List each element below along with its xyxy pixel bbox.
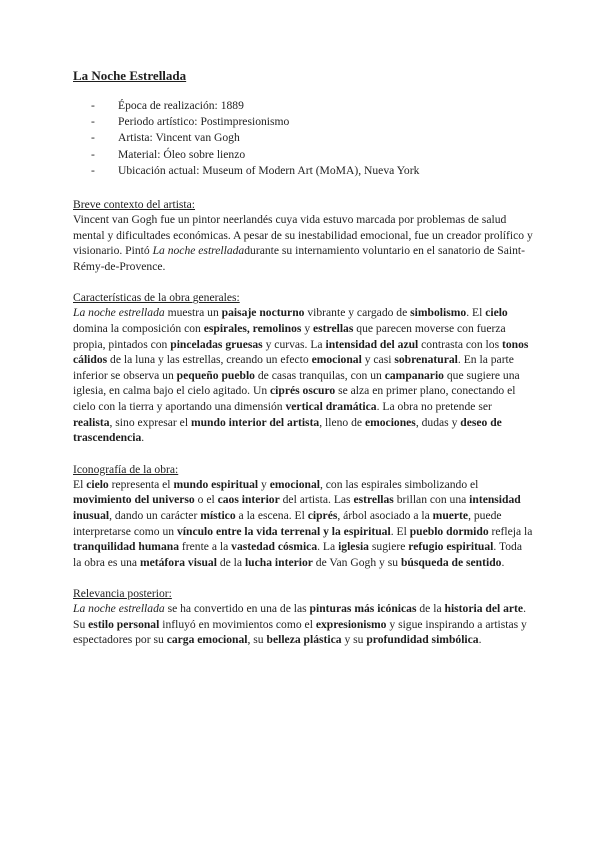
text-run: a la escena. El bbox=[235, 508, 308, 522]
text-run: . Toda la obra es una bbox=[73, 540, 522, 569]
text-run: . bbox=[501, 555, 505, 569]
text-run: . Su bbox=[73, 602, 526, 631]
text-run: . El bbox=[390, 524, 410, 538]
bold-text: ciprés oscuro bbox=[270, 384, 336, 398]
bold-text: vínculo entre la vida terrenal y la espiritual bbox=[176, 524, 391, 538]
list-dash: - bbox=[91, 115, 95, 129]
text-run: . El bbox=[466, 306, 486, 320]
text-run: se ha convertido en una de las bbox=[164, 602, 310, 616]
bold-text: cielo bbox=[86, 477, 109, 491]
text-run: , dudas y bbox=[415, 415, 461, 429]
bold-text: expresionismo bbox=[315, 617, 387, 631]
section-heading: Breve contexto del artista: bbox=[73, 198, 196, 212]
text-run: , sino expresar el bbox=[109, 415, 191, 429]
artwork-info-list bbox=[73, 98, 533, 179]
document-title: La Noche Estrellada bbox=[73, 68, 187, 83]
bold-text: refugio espiritual bbox=[408, 540, 494, 554]
bold-text: cielo bbox=[485, 306, 508, 320]
bold-text: intensidad del azul bbox=[325, 337, 419, 351]
bold-text: pueblo dormido bbox=[409, 524, 489, 538]
text-run: que sugiere una iglesia, en calma bajo el cielo agitado. Un bbox=[73, 368, 520, 398]
bold-text: emocional bbox=[311, 353, 362, 367]
info-item-ubicacion bbox=[73, 163, 533, 179]
section-heading: Iconografía de la obra: bbox=[73, 462, 179, 476]
text-run: , lleno de bbox=[319, 415, 365, 429]
bold-text: intensidad inusual bbox=[73, 493, 521, 522]
info-value: Postimpresionismo bbox=[200, 115, 290, 129]
text-run: del artista. Las bbox=[279, 493, 354, 507]
bold-text: espirales, remolinos bbox=[203, 321, 302, 335]
text-run: domina la composición con bbox=[73, 321, 204, 335]
section-relevancia bbox=[73, 586, 533, 648]
text-run: . En la parte inferior se observa un bbox=[73, 353, 514, 382]
bold-text: búsqueda de sentido bbox=[400, 555, 502, 569]
section-paragraph bbox=[73, 477, 533, 571]
text-run: de Van Gogh y su bbox=[312, 555, 401, 569]
bold-text: emociones bbox=[364, 415, 416, 429]
bold-text: tonos cálidos bbox=[73, 337, 529, 367]
bold-text: realista bbox=[73, 415, 110, 429]
italic-text: La noche estrellada bbox=[73, 306, 165, 320]
document-page bbox=[73, 68, 533, 664]
bold-text: pinturas más icónicas bbox=[309, 602, 417, 616]
bold-text: vertical dramática bbox=[285, 399, 377, 413]
bold-text: profundidad simbólica bbox=[366, 633, 479, 647]
text-run: de la luna y las estrellas, creando un efecto bbox=[107, 353, 312, 367]
section-iconografia bbox=[73, 462, 533, 571]
info-value: Vincent van Gogh bbox=[155, 131, 240, 145]
bold-text: paisaje nocturno bbox=[221, 306, 305, 320]
list-dash: - bbox=[91, 131, 95, 145]
text-run: brillan con una bbox=[393, 493, 470, 507]
text-run: refleja la bbox=[488, 524, 533, 538]
text-run: y casi bbox=[361, 353, 395, 367]
text-run: y bbox=[258, 477, 270, 491]
bold-text: pequeño pueblo bbox=[176, 368, 255, 382]
bold-text: mundo espiritual bbox=[173, 477, 259, 491]
section-paragraph bbox=[73, 305, 533, 445]
bold-text: lucha interior bbox=[244, 555, 313, 569]
text-run: , árbol asociado a la bbox=[337, 508, 433, 522]
bold-text: tranquilidad humana bbox=[73, 540, 179, 554]
text-run: , puede interpretarse como un bbox=[73, 508, 502, 538]
info-item-material bbox=[73, 147, 533, 163]
bold-text: estrellas bbox=[353, 493, 394, 507]
info-label: Época de realización: bbox=[118, 99, 221, 112]
text-run: influyó en movimientos como el bbox=[159, 617, 316, 631]
bold-text: místico bbox=[200, 508, 236, 522]
text-run: se alza en primer plano, conectando el cielo con la tierra y aportando una dimensión bbox=[73, 384, 516, 413]
text-run: . La bbox=[317, 540, 339, 554]
bold-text: campanario bbox=[384, 368, 444, 382]
text-run: que parecen moverse con fuerza propia, pintados con bbox=[73, 321, 506, 351]
section-caracteristicas bbox=[73, 290, 533, 445]
info-value: Museum of Modern Art (MoMA), Nueva York bbox=[202, 163, 420, 177]
bold-text: vastedad cósmica bbox=[231, 540, 318, 554]
info-label: Periodo artístico: bbox=[118, 115, 201, 129]
list-dash: - bbox=[91, 147, 95, 161]
bold-text: mundo interior del artista bbox=[190, 415, 320, 429]
text-run: o el bbox=[194, 493, 218, 507]
info-value: 1889 bbox=[220, 99, 244, 112]
info-label: Artista: bbox=[118, 131, 156, 145]
text-run: de la bbox=[416, 602, 445, 616]
bold-text: iglesia bbox=[338, 540, 369, 554]
info-label: Ubicación actual: bbox=[118, 163, 203, 177]
text-run: vibrante y cargado de bbox=[304, 306, 411, 320]
bold-text: ciprés bbox=[307, 508, 338, 522]
text-run: y curvas. La bbox=[262, 337, 326, 351]
bold-text: movimiento del universo bbox=[73, 493, 195, 507]
bold-text: simbolismo bbox=[410, 306, 467, 320]
bold-text: deseo de trascendencia bbox=[73, 415, 502, 445]
text-run: representa el bbox=[108, 477, 174, 491]
italic-text: La noche estrellada bbox=[152, 244, 245, 258]
bold-text: belleza plástica bbox=[266, 633, 342, 647]
italic-text: La noche estrellada bbox=[73, 602, 165, 616]
text-run: . La obra no pretende ser bbox=[376, 399, 492, 413]
bold-text: emocional bbox=[269, 477, 320, 491]
text-run: de casas tranquilas, con un bbox=[254, 368, 385, 382]
bold-text: caos interior bbox=[217, 493, 280, 507]
bold-text: muerte bbox=[432, 508, 469, 522]
text-run: . bbox=[141, 431, 145, 445]
text-run: durante su internamiento voluntario en el sanatorio de Saint-Rémy-de-Provence. bbox=[73, 244, 525, 273]
bold-text: pinceladas gruesas bbox=[170, 337, 263, 351]
text-run: y sigue inspirando a artistas y espectadores por su bbox=[73, 617, 527, 647]
text-run: frente a la bbox=[179, 540, 232, 554]
text-run: , su bbox=[247, 633, 267, 647]
text-run: El bbox=[73, 477, 87, 491]
text-run: y su bbox=[341, 633, 367, 647]
text-run: . bbox=[478, 633, 482, 647]
info-item-epoca bbox=[73, 98, 533, 114]
list-dash: - bbox=[91, 99, 95, 112]
text-run: y bbox=[301, 321, 314, 335]
text-run: , con las espirales simbolizando el bbox=[319, 477, 479, 491]
section-contexto bbox=[73, 197, 533, 274]
bold-text: estilo personal bbox=[88, 617, 160, 631]
text-run: Vincent van Gogh fue un pintor neerlandés cuya vida estuvo marcada por problemas de salud mental y dificultades económicas. A pesar de su inestabilidad emocional, fue un creador prolífico y visionario. Pintó bbox=[73, 213, 533, 258]
section-heading: Características de la obra generales: bbox=[73, 291, 240, 305]
text-run: muestra un bbox=[164, 306, 222, 320]
list-dash: - bbox=[91, 163, 95, 177]
section-paragraph bbox=[73, 601, 533, 648]
bold-text: carga emocional bbox=[166, 633, 248, 647]
text-run: , dando un carácter bbox=[109, 508, 201, 522]
bold-text: sobrenatural bbox=[394, 353, 458, 367]
text-run: sugiere bbox=[368, 540, 409, 554]
info-item-periodo bbox=[73, 114, 533, 130]
info-item-artista bbox=[73, 130, 533, 146]
section-paragraph bbox=[73, 212, 533, 274]
text-run: de la bbox=[216, 555, 245, 569]
text-run: contrasta con los bbox=[418, 337, 502, 351]
section-heading: Relevancia posterior: bbox=[73, 587, 172, 601]
info-value: Óleo sobre lienzo bbox=[163, 147, 246, 161]
bold-text: estrellas bbox=[313, 321, 354, 335]
bold-text: metáfora visual bbox=[139, 555, 217, 569]
bold-text: historia del arte bbox=[444, 602, 524, 616]
info-label: Material: bbox=[118, 147, 164, 161]
